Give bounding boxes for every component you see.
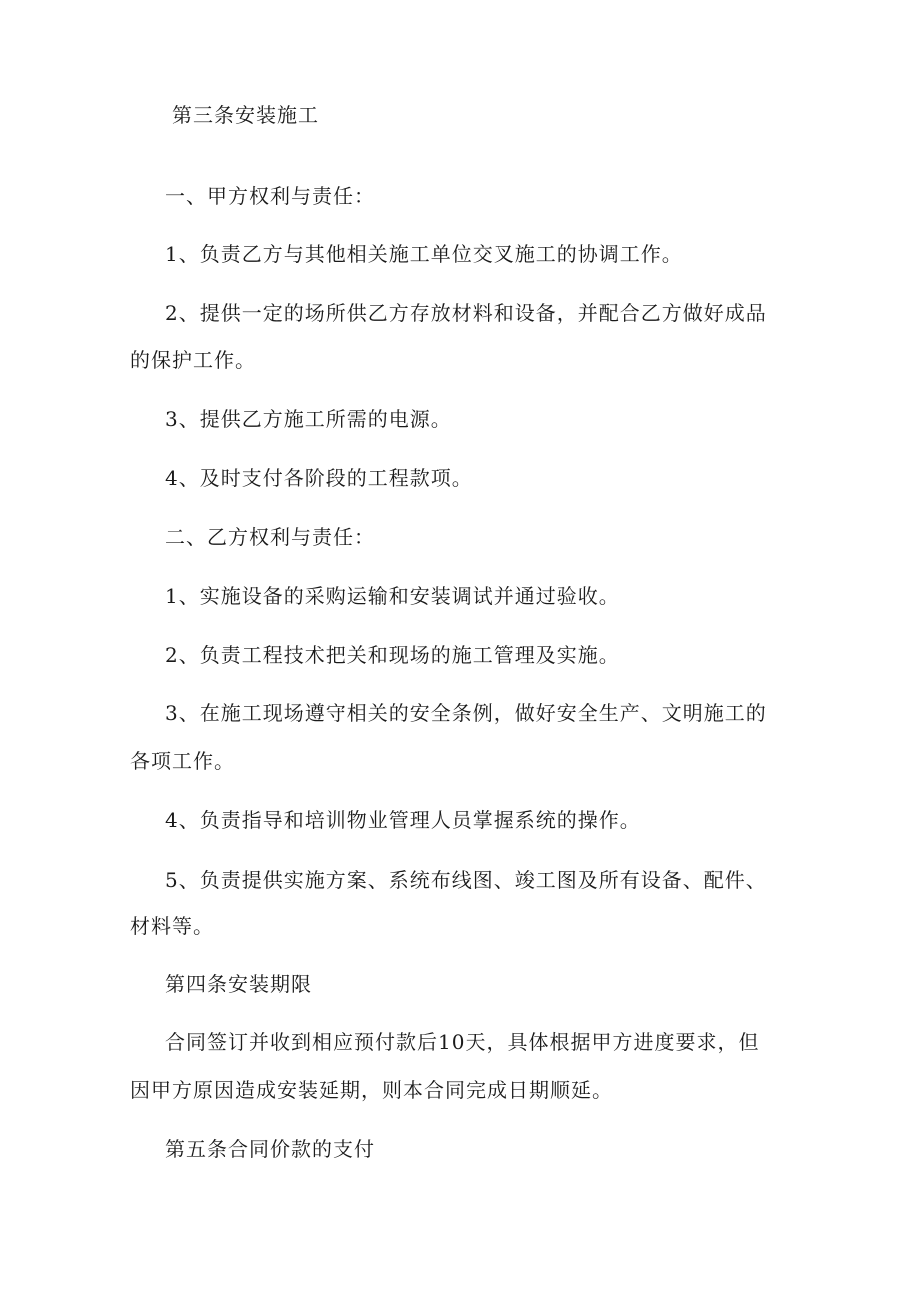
partyB-item-3-cont: 各项工作。	[130, 749, 235, 773]
section5-title: 第五条合同价款的支付	[165, 1137, 375, 1161]
partyB-item-4: 4、负责指导和培训物业管理人员掌握系统的操作。	[165, 808, 641, 832]
partyA-heading: 一、甲方权利与责任：	[165, 184, 375, 208]
section4-body-line-1: 合同签订并收到相应预付款后10天，具体根据甲方进度要求，但	[165, 1030, 760, 1054]
partyB-item-5: 5、负责提供实施方案、系统布线图、竣工图及所有设备、配件、	[165, 868, 767, 892]
partyA-item-4: 4、及时支付各阶段的工程款项。	[165, 466, 473, 490]
partyB-heading: 二、乙方权利与责任：	[165, 525, 375, 549]
partyA-item-3: 3、提供乙方施工所需的电源。	[165, 407, 452, 431]
partyA-item-1: 1、负责乙方与其他相关施工单位交叉施工的协调工作。	[165, 242, 683, 266]
section3-title: 第三条安装施工	[172, 103, 319, 127]
partyB-item-5-cont: 材料等。	[130, 914, 214, 938]
section4-body-line-2: 因甲方原因造成安装延期，则本合同完成日期顺延。	[130, 1078, 613, 1102]
partyB-item-3: 3、在施工现场遵守相关的安全条例，做好安全生产、文明施工的	[165, 701, 767, 725]
section4-title: 第四条安装期限	[165, 972, 312, 996]
partyA-item-2: 2、提供一定的场所供乙方存放材料和设备，并配合乙方做好成品	[165, 301, 767, 325]
partyB-item-2: 2、负责工程技术把关和现场的施工管理及实施。	[165, 643, 620, 667]
partyB-item-1: 1、实施设备的采购运输和安装调试并通过验收。	[165, 584, 620, 608]
partyA-item-2-cont: 的保护工作。	[130, 348, 256, 372]
